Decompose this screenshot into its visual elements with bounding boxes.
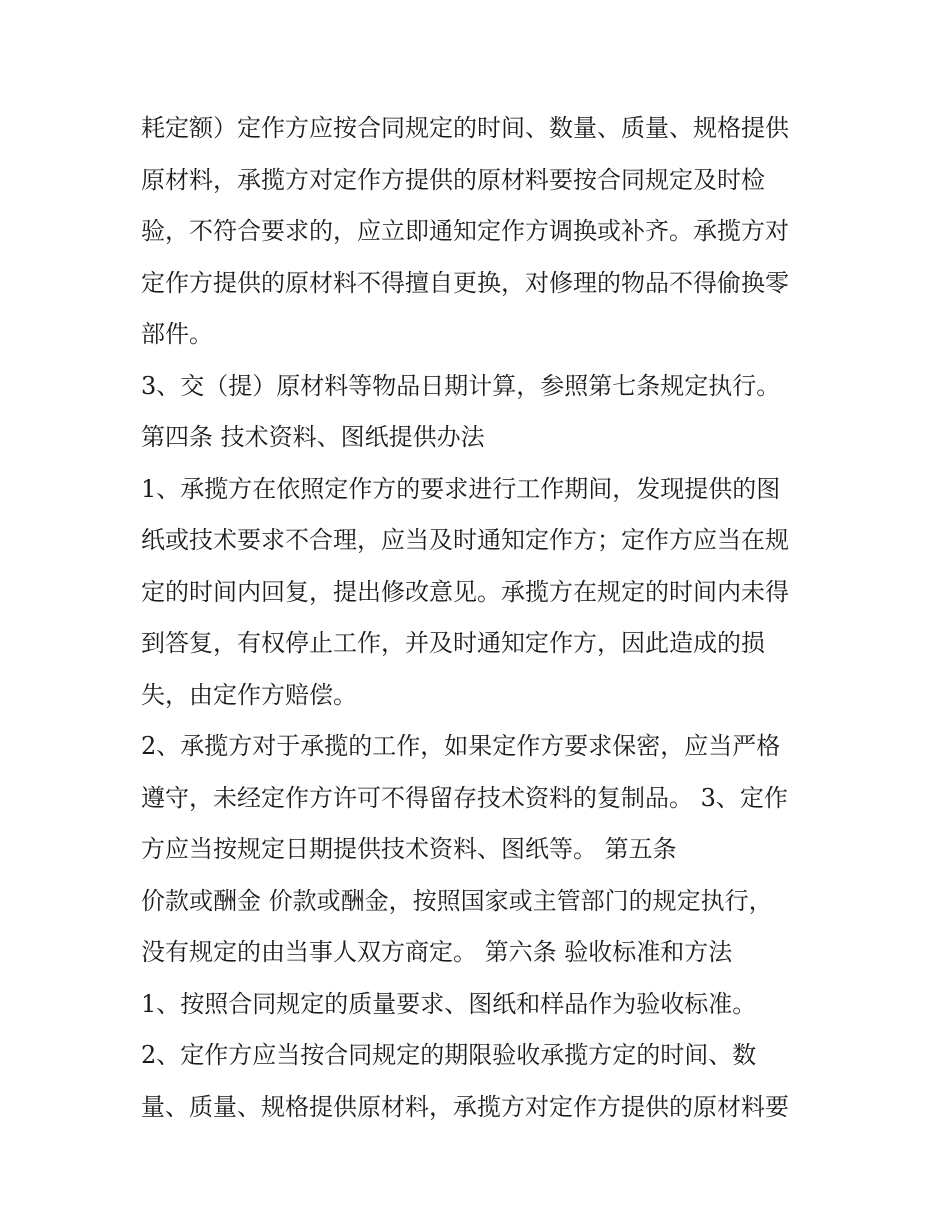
section-heading: 第四条 技术资料、图纸提供办法	[141, 423, 485, 451]
text-line: 方应当按规定日期提供技术资料、图纸等。 第五条	[141, 835, 677, 863]
text-line: 1、承揽方在依照定作方的要求进行工作期间，发现提供的图	[141, 474, 781, 503]
text-line: 失，由定作方赔偿。	[141, 680, 357, 709]
text-line: 到答复，有权停止工作，并及时通知定作方，因此造成的损	[141, 629, 765, 657]
text-line: 定的时间内回复，提出修改意见。承揽方在规定的时间内未得	[141, 577, 789, 606]
text-line: 耗定额）定作方应按合同规定的时间、数量、质量、规格提供	[141, 114, 789, 142]
text-line: 没有规定的由当事人双方商定。 第六条 验收标准和方法	[141, 938, 733, 966]
text-line: 3、交（提）原材料等物品日期计算，参照第七条规定执行。	[141, 371, 781, 400]
text-line: 原材料，承揽方对定作方提供的原材料要按合同规定及时检	[141, 165, 765, 194]
text-line: 部件。	[141, 320, 213, 348]
text-line: 定作方提供的原材料不得擅自更换，对修理的物品不得偷换零	[141, 268, 789, 297]
text-line: 价款或酬金 价款或酬金，按照国家或主管部门的规定执行，	[141, 886, 773, 915]
text-line: 1、按照合同规定的质量要求、图纸和样品作为验收标准。	[141, 989, 757, 1018]
document-body	[141, 103, 821, 1133]
text-line: 2、承揽方对于承揽的工作，如果定作方要求保密，应当严格	[141, 732, 781, 760]
text-line: 验，不符合要求的，应立即通知定作方调换或补齐。承揽方对	[141, 217, 789, 245]
text-line: 遵守，未经定作方许可不得留存技术资料的复制品。 3、定作	[141, 783, 788, 812]
text-line: 2、定作方应当按合同规定的期限验收承揽方定的时间、数	[141, 1041, 757, 1069]
text-line: 量、质量、规格提供原材料，承揽方对定作方提供的原材料要	[141, 1092, 789, 1121]
text-line: 纸或技术要求不合理，应当及时通知定作方；定作方应当在规	[141, 526, 789, 554]
